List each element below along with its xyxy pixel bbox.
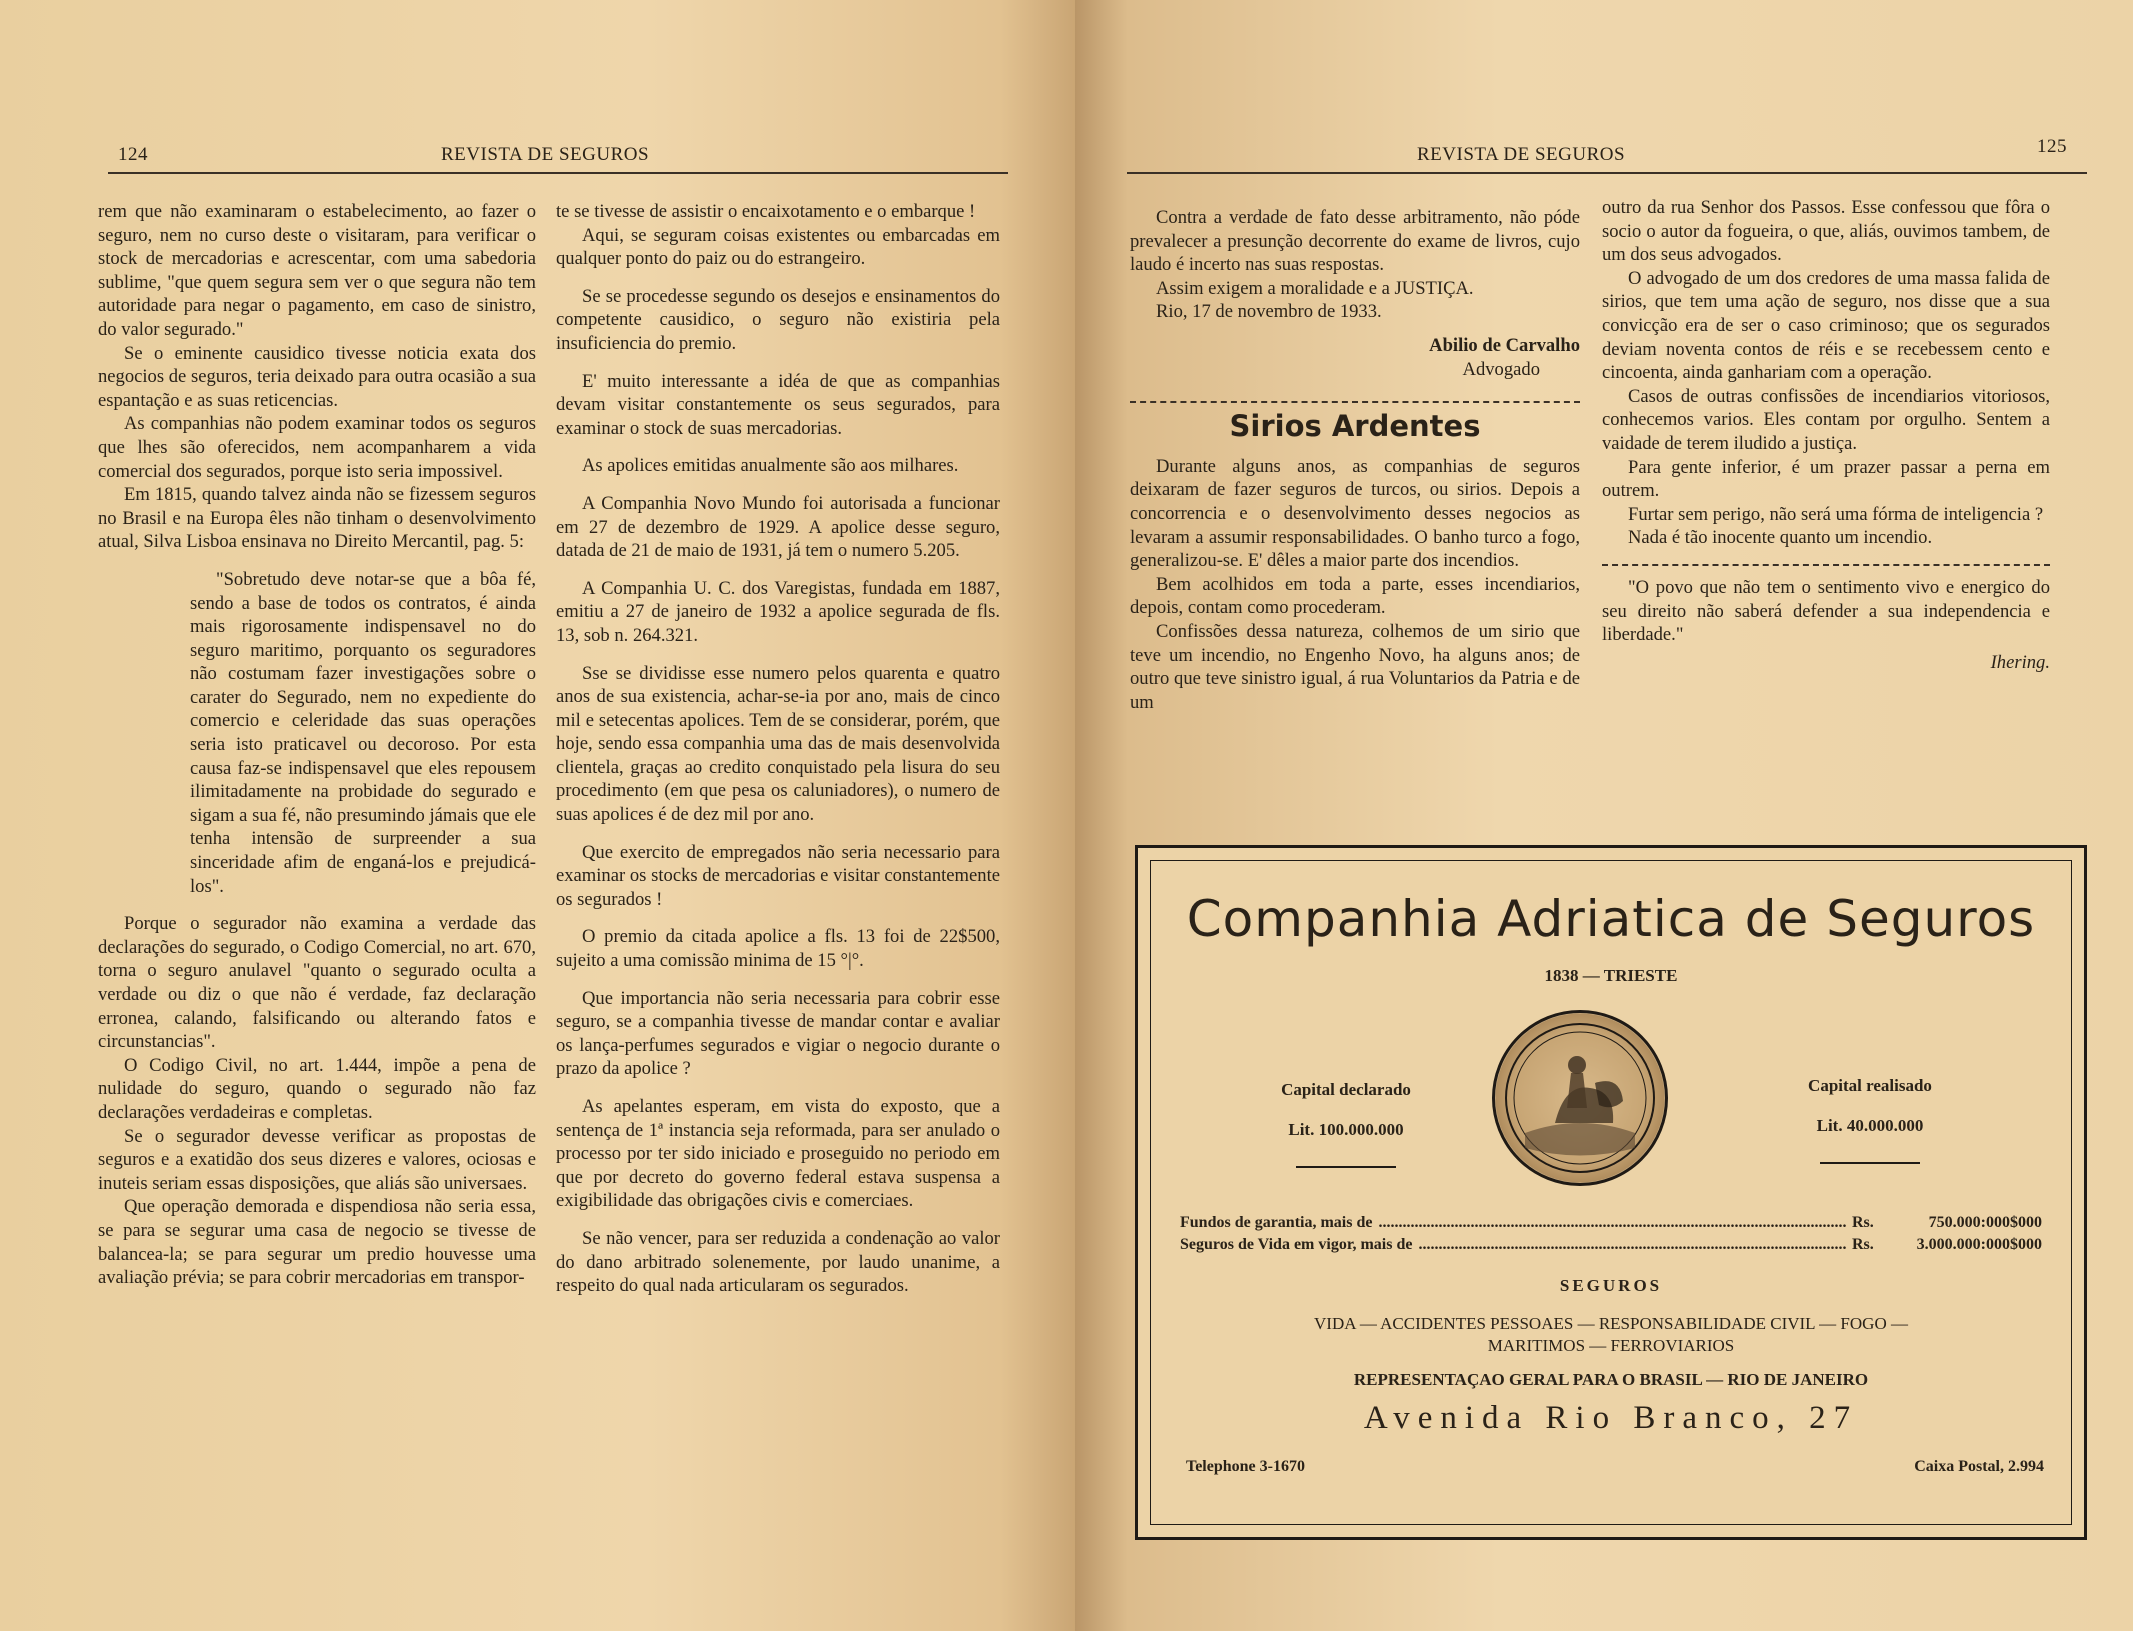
paragraph: te se tivesse de assistir o encaixotamento e o embarque ! [556,201,976,222]
paragraph: O premio da citada apolice a fls. 13 foi de 22$500, sujeito a uma comissão minima de 15 °|°. [556,926,1000,972]
guarantee-funds-amount: 750.000:000$000 [1928,1214,2042,1231]
header-title: REVISTA DE SEGUROS [1417,144,1626,165]
dot-leader [1378,1214,1846,1232]
epigraph-author: Ihering. [1990,651,2050,673]
capital-declared [1226,1070,1466,1168]
signature-title: Advogado [1462,358,1540,380]
epigraph-quote: "O povo que não tem o sentimento vivo e energico do seu direito não saberá defender a sua independencia e liberdade." [1602,576,2050,646]
paragraph: Que exercito de empregados não seria necessario para examinar os stocks de mercadorias e visitar constantemente os segurados ! [556,841,1000,910]
paragraph: Contra a verdade de fato desse arbitramento, não póde prevalecer a presunção decorrente do exame de livros, cujo laudo é incerto nas suas respostas. [1130,207,1580,276]
capital-declared-value: Lit. 100.000.000 [1288,1120,1404,1139]
paragraph: A Companhia Novo Mundo foi autorisada a funcionar em 27 de dezembro de 1929. A apolice desse seguro, datada de 21 de maio de 1931, já tem o numero 5.205. [556,492,1000,562]
paragraph: Aqui, se seguram coisas existentes ou embarcadas em qualquer ponto do paiz ou do estrangeiro. [556,224,1000,270]
right-page [1075,0,2133,1631]
insurance-lines-2: MARITIMOS — FERROVIARIOS [1487,1336,1735,1355]
dot-leader [1418,1236,1846,1254]
life-insurance-amount: 3.000.000:000$000 [1916,1236,2042,1253]
paragraph: Casos de outras confissões de incendiarios vitoriosos, conhecemos varios. Eles contam por orgulho. Sentem a vaidade de terem iludido a justiça. [1602,385,2050,454]
page-header [108,136,1008,174]
paragraph: rem que não examinaram o estabelecimento, ao fazer o seguro, nem no curso deste o visitaram, para verificar o stock de mercadorias e acrescentar, com uma sabedoria sublime, "que quem segura sem ver o que segura não tem autoridade para negar o pagamento, em caso de sinistro, do valor segurado." [98,201,536,340]
paragraph: outro da rua Senhor dos Passos. Esse confessou que fôra o socio o autor da fogueira, o que, aliás, ouvimos tambem, de um dos seus advogados. [1602,197,2050,266]
capital-declared-label: Capital declarado [1281,1080,1411,1099]
life-insurance-label: Seguros de Vida em vigor, mais de [1180,1236,1413,1253]
paragraph: As companhias não podem examinar todos os seguros que lhes são oferecidos, nem acompanharem a vida comercial dos segurados, porque isto seria impossivel. [98,413,536,482]
paragraph: Em 1815, quando talvez ainda não se fizessem seguros no Brasil e na Europa êles não tinham o desenvolvimento atual, Silva Lisboa ensinava no Direito Mercantil, pag. 5: [98,484,536,553]
paragraph: Assim exigem a moralidade e a JUSTIÇA. [1156,277,1474,299]
insurance-advertisement [1135,845,2087,1540]
right-column-1 [1130,206,1580,714]
block-quote: "Sobretudo deve notar-se que a bôa fé, sendo a base de todos os contratos, é ainda mais rigorosamente indispensavel no do seguro maritimo, porquanto os seguradores não costumam fazer investigações sobre o carater do Segurado, nem no expediente do comercio e celeridade das suas operações seria isto praticavel ou decoroso. Por esta causa faz-se indispensavel que eles repousem ilimitadamente na probidade do segurado e sigam a sua fé, não presumindo jámais que ele tenha intensão de surpreender a sua sinceridade afim de enganá-los e prejudicá-los". [190,568,536,897]
paragraph: Bem acolhidos em toda a parte, esses incendiarios, depois, contam como procederam. [1130,573,1580,619]
header-title: REVISTA DE SEGUROS [441,144,650,165]
paragraph: O Codigo Civil, no art. 1.444, impõe a pena de nulidade do seguro, quando o segurado não faz declarações verdadeiras e completas. [98,1054,536,1123]
underline [1296,1166,1396,1168]
left-column-2 [556,200,1000,1298]
divider [1602,564,2050,566]
page-number: 125 [2037,136,2067,157]
paragraph: Porque o segurador não examina a verdade das declarações do segurado, o Codigo Comercial, no art. 670, torna o seguro anulavel "quanto o segurado oculta a verdade ou diz o que não é verdade, faz declaração erronea, calando, falsificando ou alterando fatos e circunstancias". [98,913,536,1053]
paragraph: E' muito interessante a idéa de que as companhias devam visitar constantemente os seus segurados, para examinar o stock de suas mercadorias. [556,370,1000,439]
paragraph: Sse se dividisse esse numero pelos quarenta e quatro anos de sua existencia, achar-se-ia por ano, mais de cinco mil e setecentas apolices. Tem de se considerar, porém, que hoje, sendo essa companhia uma das de mais desenvolvida clientela, graças ao credito conquistado pela lisura do seu procedimento (em que pesa os caluniadores), o numero de suas apolices é de dez mil por ano. [556,662,1000,826]
ad-company-name: Companhia Adriatica de Seguros [1186,890,2036,948]
paragraph: As apolices emitidas anualmente são aos milhares. [582,455,959,477]
paragraph: Se o segurador devesse verificar as propostas de seguros e a exatidão dos seus dizeres e valores, ociosas e inuteis seriam essas disposições, que aliás são universaes. [98,1125,536,1194]
paragraph: Confissões dessa natureza, colhemos de um sirio que teve um incendio, no Engenho Novo, ha alguns anos; de outro que teve sinistro igual, á rua Voluntarios da Patria e de um [1130,620,1580,713]
capital-paid [1750,1066,1990,1164]
paragraph: O advogado de um dos credores de uma massa falida de sirios, que tem uma ação de seguro, nos disse que a sua convicção era de ser o caso criminoso; que os segurados deviam noventa contos de réis e se recebessem cento e cincoenta, ainda ganhariam com a operação. [1602,267,2050,384]
guarantee-funds-row [1180,1214,2042,1232]
paragraph: Para gente inferior, é um prazer passar a perna em outrem. [1602,456,2050,502]
paragraph: Se se procedesse segundo os desejos e ensinamentos do competente causidico, o seguro não existiria pela insuficiencia do premio. [556,285,1000,354]
page-header [1127,136,2087,174]
insurance-lines-1: VIDA — ACCIDENTES PESSOAES — RESPONSABILIDADE CIVIL — FOGO — [1314,1314,1908,1333]
paragraph: Furtar sem perigo, não será uma fórma de inteligencia ? [1628,503,2044,525]
paragraph: Que operação demorada e dispendiosa não seria essa, se para se segurar uma casa de negocio se tivesse de balancea-la; se para segurar um predio houvesse uma avaliação prévia; se para cobrir mercadorias em transpor- [98,1196,536,1289]
ad-address: Avenida Rio Branco, 27 [1363,1400,1859,1436]
left-column-1 [98,200,536,1290]
paragraph: Que importancia não seria necessaria para cobrir esse seguro, se a companhia tivesse de mandar contar e avaliar os lança-perfumes segurados e vigiar o negocio durante o prazo da apolice ? [556,987,1000,1080]
paragraph: Rio, 17 de novembro de 1933. [1156,301,1382,323]
paragraph: As apelantes esperam, em vista do exposto, que a sentença de 1ª instancia seja reformada, para ser anulado o processo por ter sido iniciado e proseguido no periodo em que por decreto do governo federal estava suspensa a exigibilidade das obrigações civis e comerciaes. [556,1096,1000,1212]
capital-paid-value: Lit. 40.000.000 [1816,1116,1924,1135]
paragraph: Nada é tão inocente quanto um incendio. [1628,527,1933,549]
paragraph: Durante alguns anos, as companhias de seguros deixaram de fazer seguros de turcos, ou sirios. Depois a concorrencia e o desenvolvimento desses negocios as levaram a assumir responsabilidades. O banho turco a fogo, generalizou-se. E' dêles a maior parte dos incendios. [1130,455,1580,572]
currency: Rs. [1852,1236,1874,1253]
capital-paid-label: Capital realisado [1808,1076,1932,1095]
page-number: 124 [118,144,148,165]
divider [1130,401,1580,403]
seguros-heading: SEGUROS [1559,1276,1663,1295]
representation: REPRESENTAÇAO GERAL PARA O BRASIL — RIO DE JANEIRO [1353,1370,1869,1389]
paragraph: Se o eminente causidico tivesse noticia exata dos negocios de seguros, teria deixado para outra ocasião a sua espantação e as suas reticencias. [98,342,536,411]
po-box: Caixa Postal, 2.994 [1914,1458,2044,1475]
seal-emblem-icon [1495,1013,1665,1183]
paragraph: A Companhia U. C. dos Varegistas, fundada em 1887, emitiu a 27 de janeiro de 1932 a apolice segurada de fls. 13, sob n. 264.321. [556,577,1000,646]
underline [1820,1162,1920,1164]
paragraph: Se não vencer, para ser reduzida a condenação ao valor do dano arbitrado solenemente, por laudo unanime, a respeito do qual nada articularam os segurados. [556,1227,1000,1297]
life-insurance-row [1180,1236,2042,1254]
ad-founding: 1838 — TRIESTE [1544,966,1678,985]
signature-name: Abilio de Carvalho [1429,334,1580,356]
article-heading: Sirios Ardentes [1229,409,1481,444]
telephone: Telephone 3-1670 [1186,1458,1305,1475]
guarantee-funds-label: Fundos de garantia, mais de [1180,1214,1373,1231]
right-column-2 [1602,196,2050,674]
company-seal-icon [1492,1010,1668,1186]
currency: Rs. [1852,1214,1874,1231]
